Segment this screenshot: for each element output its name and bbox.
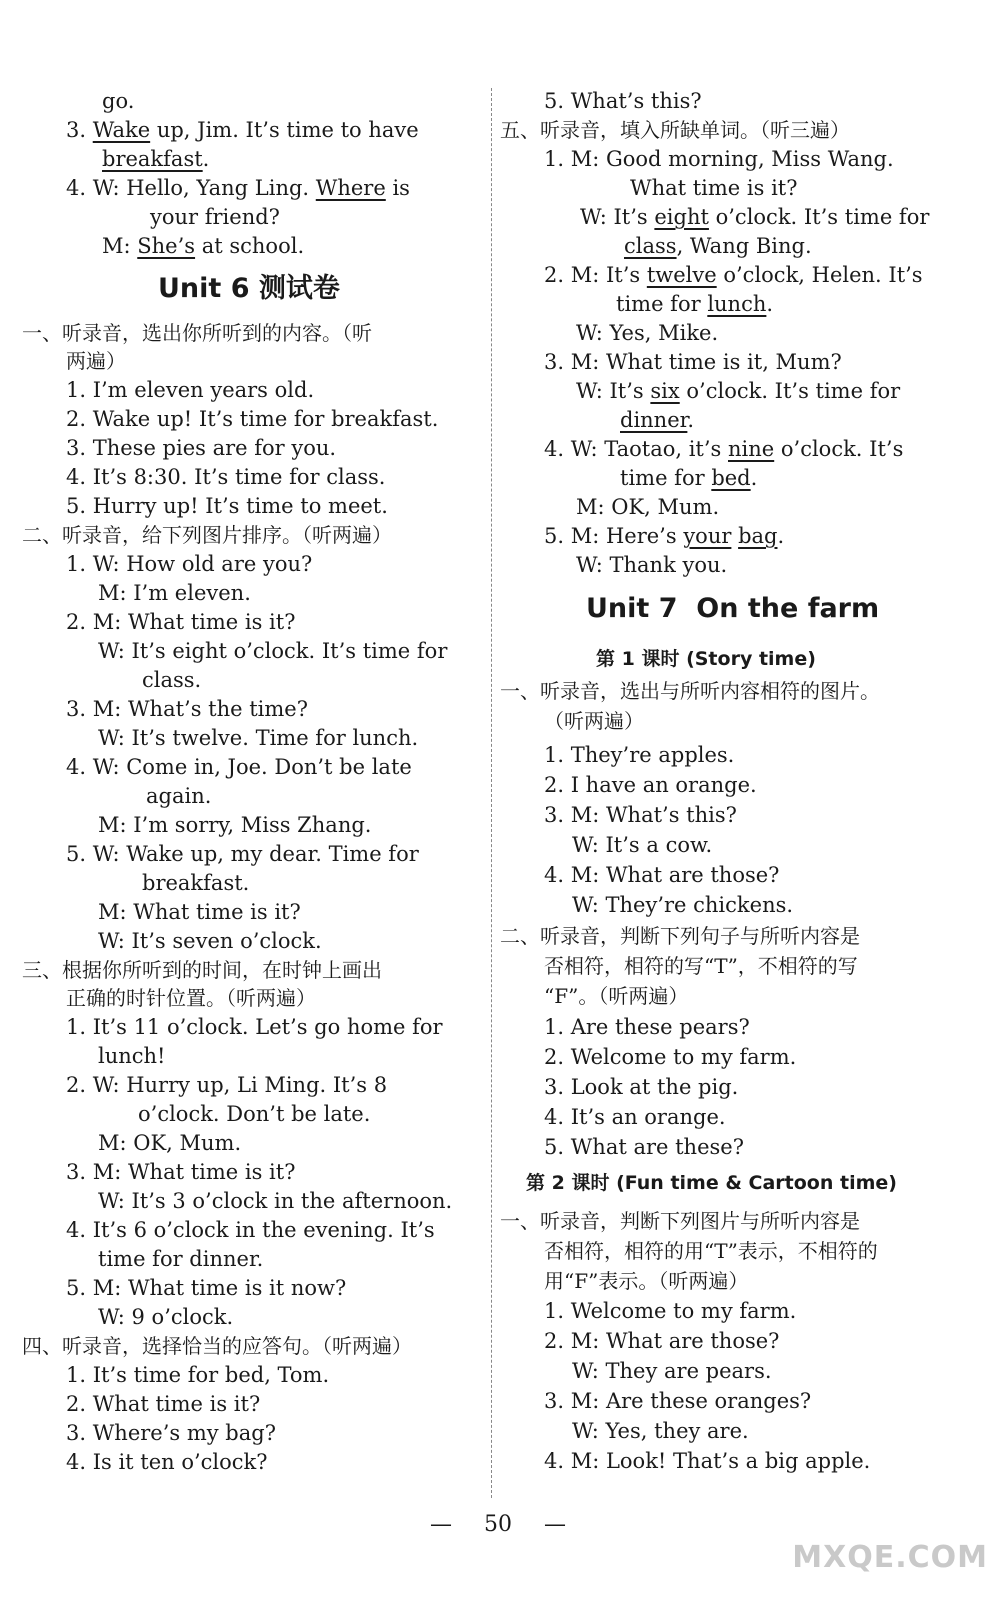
list-item: W: It’s a cow. bbox=[572, 833, 713, 857]
list-item: class, Wang Bing. bbox=[624, 234, 812, 258]
list-item: M: I’m eleven. bbox=[98, 581, 251, 605]
list-item: W: It’s six o’clock. It’s time for bbox=[576, 379, 901, 403]
list-item: lunch! bbox=[98, 1044, 166, 1068]
list-item: 1. I’m eleven years old. bbox=[66, 378, 315, 402]
list-item: 5. M: What time is it now? bbox=[66, 1276, 347, 1300]
footer-dash-right: — bbox=[544, 1512, 566, 1537]
section-heading: 四、听录音，选择恰当的应答句。（听两遍） bbox=[22, 1334, 412, 1358]
list-item: W: They’re chickens. bbox=[572, 893, 794, 917]
unit6-title: Unit 6 测试卷 bbox=[158, 273, 340, 304]
list-item: 1. It’s time for bed, Tom. bbox=[66, 1363, 330, 1387]
text-line: go. bbox=[102, 89, 135, 113]
column-divider bbox=[491, 88, 492, 1498]
list-item: 1. Welcome to my farm. bbox=[544, 1299, 797, 1323]
list-item: again. bbox=[146, 784, 212, 808]
list-item: M: I’m sorry, Miss Zhang. bbox=[98, 813, 372, 837]
list-item: 2. W: Hurry up, Li Ming. It’s 8 bbox=[66, 1073, 388, 1097]
list-item: What time is it? bbox=[630, 176, 798, 200]
list-item: 3. M: What time is it, Mum? bbox=[544, 350, 842, 374]
section-heading: 正确的时针位置。（听两遍） bbox=[66, 986, 316, 1010]
list-item: 4. W: Taotao, it’s nine o’clock. It’s bbox=[544, 437, 904, 461]
list-item: 1. W: How old are you? bbox=[66, 552, 313, 576]
list-item: W: Thank you. bbox=[576, 553, 728, 577]
list-item: W: It’s eight o’clock. It’s time for bbox=[580, 205, 930, 229]
list-item: 5. W: Wake up, my dear. Time for bbox=[66, 842, 419, 866]
list-item: class. bbox=[142, 668, 202, 692]
text-line: 4. W: Hello, Yang Ling. Where is bbox=[66, 176, 410, 200]
list-item: 3. Look at the pig. bbox=[544, 1075, 739, 1099]
list-item: time for dinner. bbox=[98, 1247, 264, 1271]
list-item: 2. Wake up! It’s time for breakfast. bbox=[66, 407, 439, 431]
list-item: 4. It’s an orange. bbox=[544, 1105, 726, 1129]
list-item: 3. M: What’s the time? bbox=[66, 697, 308, 721]
unit7-title: Unit 7 On the farm bbox=[586, 593, 880, 624]
watermark-logo: MXQE.COM bbox=[792, 1540, 988, 1575]
page-number: 50 bbox=[484, 1512, 512, 1537]
list-item: dinner. bbox=[620, 408, 695, 432]
list-item: 4. M: What are those? bbox=[544, 863, 780, 887]
list-item: W: Yes, Mike. bbox=[576, 321, 719, 345]
lesson-title: 第 2 课时 (Fun time & Cartoon time) bbox=[526, 1172, 897, 1194]
lesson-title: 第 1 课时 (Story time) bbox=[596, 648, 816, 670]
list-item: time for lunch. bbox=[616, 292, 774, 316]
list-item: 1. M: Good morning, Miss Wang. bbox=[544, 147, 894, 171]
list-item: 5. Hurry up! It’s time to meet. bbox=[66, 494, 388, 518]
list-item: W: Yes, they are. bbox=[572, 1419, 749, 1443]
text-line: 3. Wake up, Jim. It’s time to have bbox=[66, 118, 419, 142]
list-item: M: What time is it? bbox=[98, 900, 301, 924]
section-heading: 三、根据你所听到的时间，在时钟上画出 bbox=[22, 958, 382, 982]
footer-dash-left: — bbox=[430, 1512, 452, 1537]
list-item: W: It’s eight o’clock. It’s time for bbox=[98, 639, 448, 663]
list-item: W: They are pears. bbox=[572, 1359, 772, 1383]
list-item: 2. I have an orange. bbox=[544, 773, 757, 797]
section-heading: 否相符，相符的用“T”表示，不相符的 bbox=[544, 1239, 878, 1263]
list-item: 2. M: What time is it? bbox=[66, 610, 296, 634]
list-item: M: OK, Mum. bbox=[576, 495, 720, 519]
list-item: 4. It’s 8:30. It’s time for class. bbox=[66, 465, 386, 489]
list-item: 3. M: Are these oranges? bbox=[544, 1389, 812, 1413]
section-heading: 二、听录音，判断下列句子与所听内容是 bbox=[500, 924, 860, 948]
list-item: W: 9 o’clock. bbox=[98, 1305, 234, 1329]
section-heading: （听两遍） bbox=[544, 709, 644, 733]
list-item: 4. M: Look! That’s a big apple. bbox=[544, 1449, 871, 1473]
list-item: W: It’s seven o’clock. bbox=[98, 929, 322, 953]
list-item: time for bed. bbox=[620, 466, 758, 490]
section-heading: 一、听录音，选出与所听内容相符的图片。 bbox=[500, 679, 880, 703]
list-item: M: OK, Mum. bbox=[98, 1131, 242, 1155]
section-heading: 二、听录音，给下列图片排序。（听两遍） bbox=[22, 523, 392, 547]
list-item: 2. What time is it? bbox=[66, 1392, 261, 1416]
list-item: 4. W: Come in, Joe. Don’t be late bbox=[66, 755, 412, 779]
list-item: o’clock. Don’t be late. bbox=[138, 1102, 371, 1126]
section-heading: 五、听录音，填入所缺单词。（听三遍） bbox=[500, 118, 850, 142]
page-footer bbox=[0, 1512, 996, 1537]
list-item: 1. It’s 11 o’clock. Let’s go home for bbox=[66, 1015, 443, 1039]
list-item: 5. M: Here’s your bag. bbox=[544, 524, 785, 548]
list-item: 1. They’re apples. bbox=[544, 743, 735, 767]
list-item: 3. These pies are for you. bbox=[66, 436, 337, 460]
text-line: your friend? bbox=[150, 205, 280, 229]
list-item: W: It’s 3 o’clock in the afternoon. bbox=[98, 1189, 453, 1213]
list-item: 2. M: What are those? bbox=[544, 1329, 780, 1353]
list-item: 3. Where’s my bag? bbox=[66, 1421, 276, 1445]
section-heading: 两遍） bbox=[66, 349, 126, 373]
text-line: M: She’s at school. bbox=[102, 234, 305, 258]
list-item: 3. M: What’s this? bbox=[544, 803, 737, 827]
section-heading: “F”。（听两遍） bbox=[544, 984, 689, 1008]
list-item: 4. It’s 6 o’clock in the evening. It’s bbox=[66, 1218, 435, 1242]
section-heading: 否相符，相符的写“T”，不相符的写 bbox=[544, 954, 858, 978]
list-item: W: It’s twelve. Time for lunch. bbox=[98, 726, 419, 750]
answer-blank: breakfast. bbox=[102, 147, 210, 171]
list-item: breakfast. bbox=[142, 871, 250, 895]
section-heading: 用“F”表示。（听两遍） bbox=[544, 1269, 749, 1293]
section-heading: 一、听录音，判断下列图片与所听内容是 bbox=[500, 1209, 860, 1233]
section-heading: 一、听录音，选出你所听到的内容。（听 bbox=[22, 321, 372, 345]
list-item: 3. M: What time is it? bbox=[66, 1160, 296, 1184]
list-item: 5. What are these? bbox=[544, 1135, 744, 1159]
list-item: 5. What’s this? bbox=[544, 89, 702, 113]
list-item: 2. M: It’s twelve o’clock, Helen. It’s bbox=[544, 263, 923, 287]
list-item: 1. Are these pears? bbox=[544, 1015, 750, 1039]
list-item: 4. Is it ten o’clock? bbox=[66, 1450, 268, 1474]
list-item: 2. Welcome to my farm. bbox=[544, 1045, 797, 1069]
